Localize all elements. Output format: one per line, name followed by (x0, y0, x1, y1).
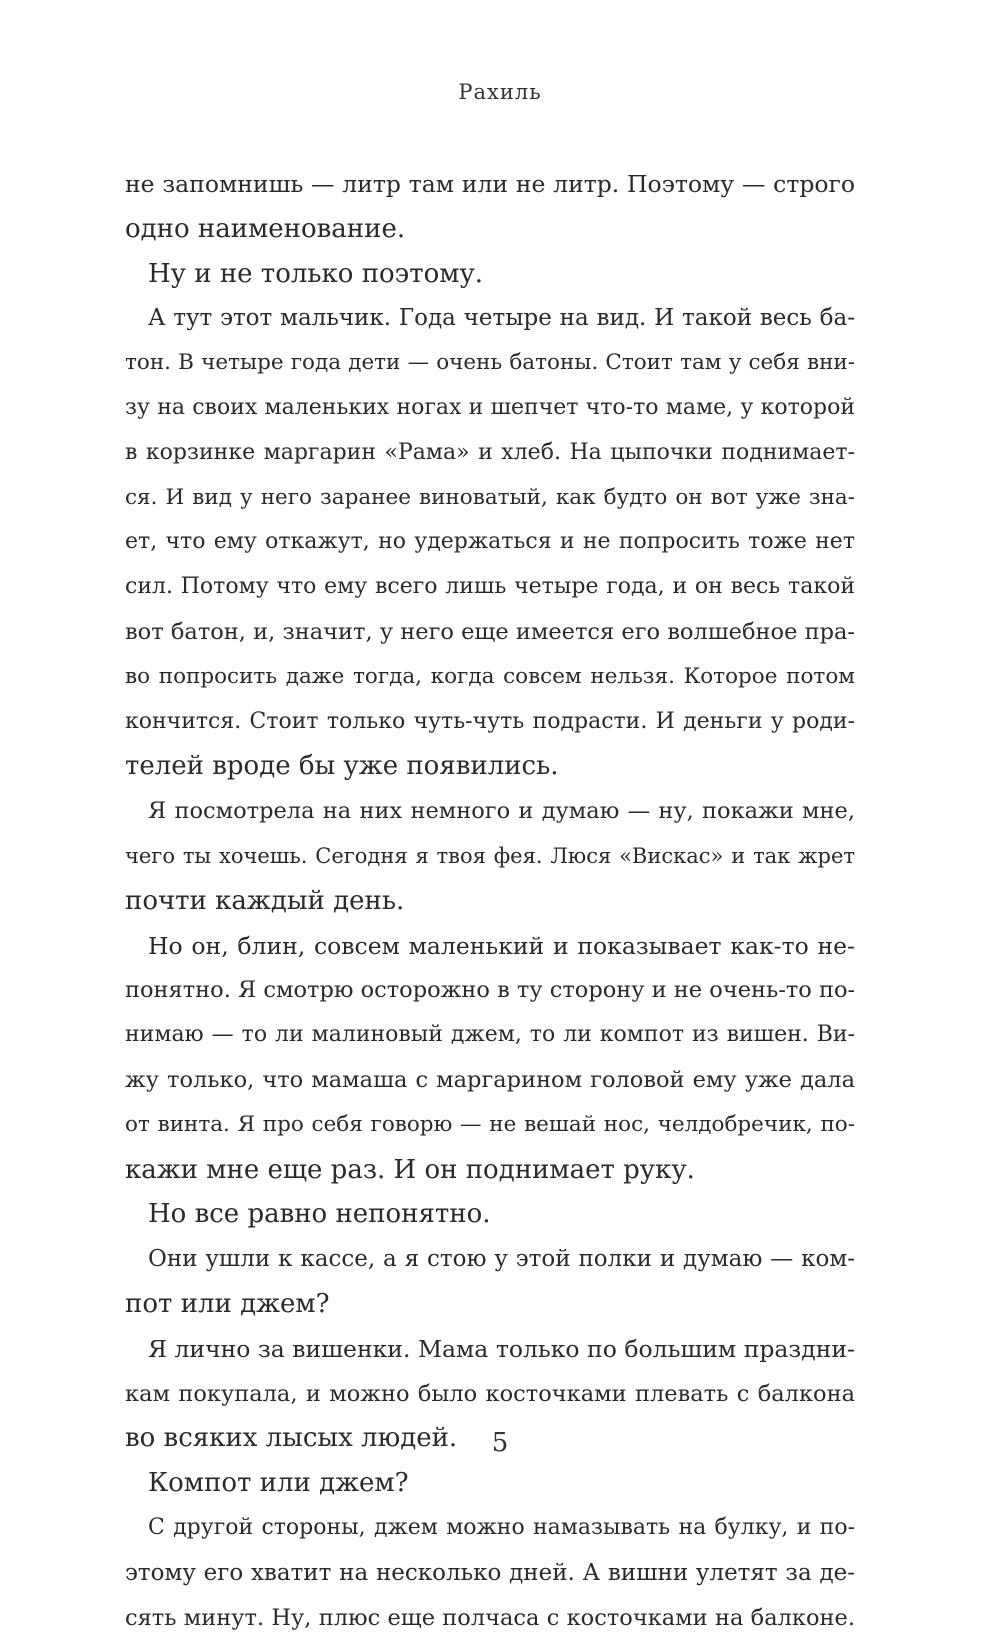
text-line: Но все равно непонятно. (125, 1192, 855, 1237)
text-line: вот батон, и, значит, у него еще имеется его волшебное пра- (125, 610, 855, 655)
text-line: пот или джем? (125, 1282, 855, 1327)
text-line: кам покупала, и можно было косточками плевать с балкона (125, 1372, 855, 1417)
text-line: понятно. Я смотрю осторожно в ту сторону и не очень-то по- (125, 968, 855, 1013)
page-number: 5 (0, 1428, 1000, 1458)
text-line: не запомнишь — литр там или не литр. Поэтому — строго (125, 162, 855, 207)
text-line: почти каждый день. (125, 879, 855, 924)
page-body-text (125, 162, 855, 1640)
text-line: ся. И вид у него заранее виноватый, как будто он вот уже зна- (125, 476, 855, 521)
text-line: сил. Потому что ему всего лишь четыре года, и он весь такой (125, 565, 855, 610)
text-line: Ну и не только поэтому. (125, 252, 855, 297)
text-line: во всяких лысых людей. (125, 1416, 855, 1461)
text-line: сять минут. Ну, плюс еще полчаса с косточками на балконе. (125, 1596, 855, 1640)
text-line: кажи мне еще раз. И он поднимает руку. (125, 1148, 855, 1193)
text-line: этому его хватит на несколько дней. А вишни улетят за де- (125, 1551, 855, 1596)
text-line: А тут этот мальчик. Года четыре на вид. И такой весь ба- (125, 296, 855, 341)
text-line: С другой стороны, джем можно намазывать на булку, и по- (125, 1506, 855, 1551)
text-line: жу только, что мамаша с маргарином головой ему уже дала (125, 1058, 855, 1103)
text-line: телей вроде бы уже появились. (125, 744, 855, 789)
text-line: Компот или джем? (125, 1461, 855, 1506)
text-line: кончится. Стоит только чуть-чуть подрасти. И деньги у роди- (125, 700, 855, 745)
text-line: одно наименование. (125, 207, 855, 252)
text-line: в корзинке маргарин «Рама» и хлеб. На цыпочки поднимает- (125, 431, 855, 476)
text-line: Я посмотрела на них немного и думаю — ну, покажи мне, (125, 789, 855, 834)
text-line: нимаю — то ли малиновый джем, то ли компот из вишен. Ви- (125, 1013, 855, 1058)
running-head-title: Рахиль (0, 80, 1000, 104)
text-line: Но он, блин, совсем маленький и показывает как-то не- (125, 924, 855, 969)
text-line: Я лично за вишенки. Мама только по большим праздни- (125, 1327, 855, 1372)
text-line: Они ушли к кассе, а я стою у этой полки и думаю — ком- (125, 1237, 855, 1282)
text-line: во попросить даже тогда, когда совсем нельзя. Которое потом (125, 655, 855, 700)
text-line: чего ты хочешь. Сегодня я твоя фея. Люся «Вискас» и так жрет (125, 834, 855, 879)
text-line: от винта. Я про себя говорю — не вешай нос, челдобречик, по- (125, 1103, 855, 1148)
text-line: ет, что ему откажут, но удержаться и не попросить тоже нет (125, 520, 855, 565)
text-line: тон. В четыре года дети — очень батоны. Стоит там у себя вни- (125, 341, 855, 386)
text-line: зу на своих маленьких ногах и шепчет что-то маме, у которой (125, 386, 855, 431)
